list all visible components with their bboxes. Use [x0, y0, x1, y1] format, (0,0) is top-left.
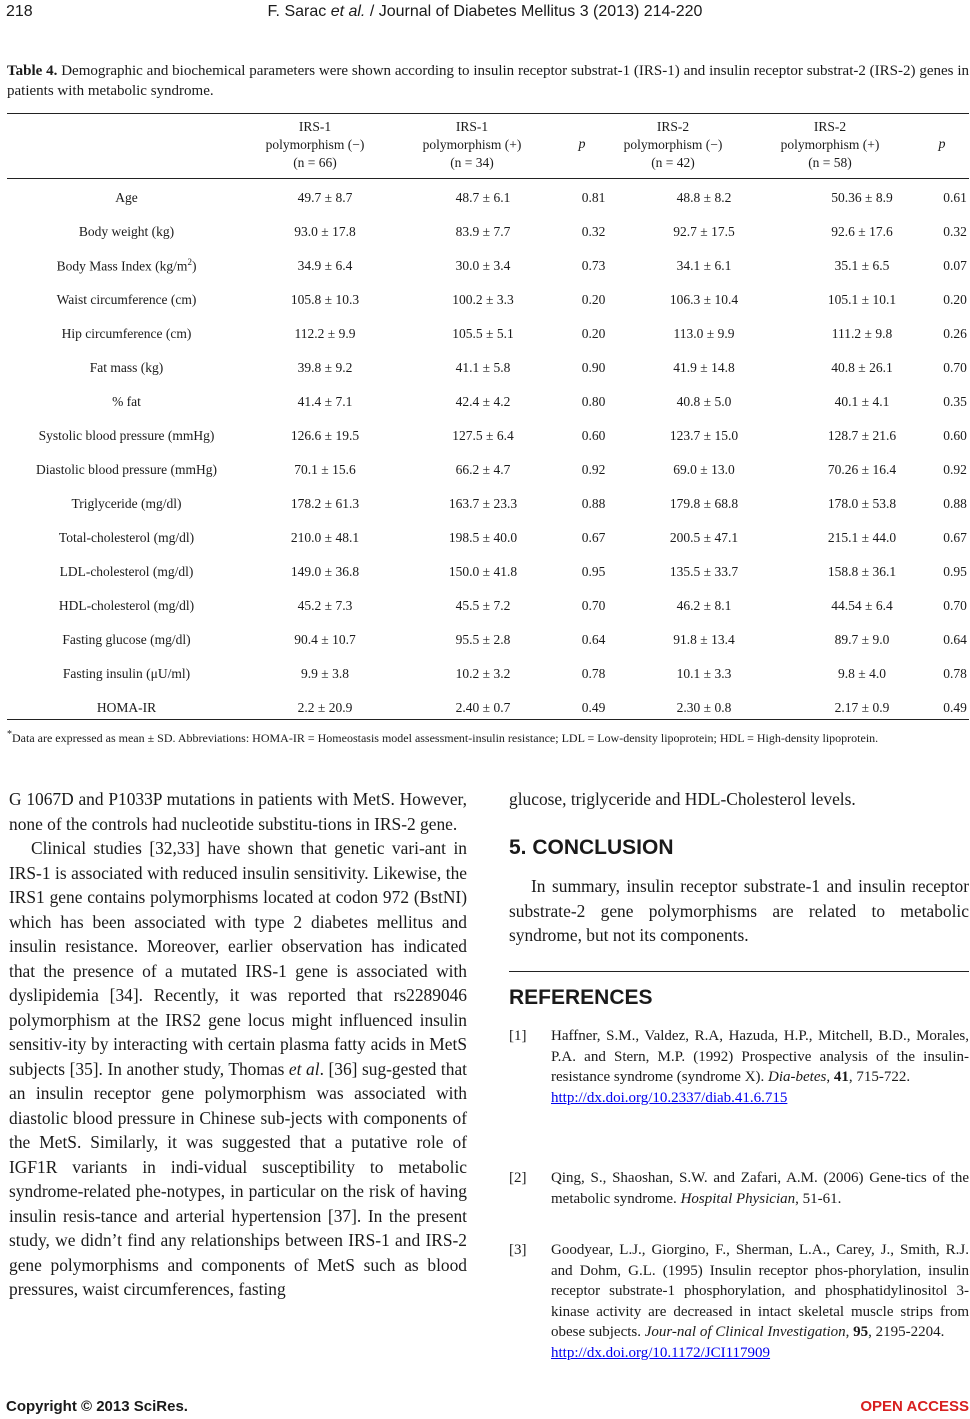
- header-irs1-neg-l3: (n = 66): [293, 155, 337, 170]
- cell-p-irs1: 0.70: [581, 598, 606, 613]
- cell-irs2-pos: 215.1 ± 44.0: [827, 530, 897, 545]
- table-body: [7, 181, 969, 725]
- references-heading: REFERENCES: [509, 986, 653, 1009]
- cell-irs2-neg: 41.9 ± 14.8: [673, 360, 735, 375]
- data-table: [7, 181, 969, 725]
- header-irs1-neg-l2: polymorphism (−): [265, 137, 365, 152]
- cell-p-irs1: 0.95: [581, 564, 606, 579]
- cell-parameter: % fat: [112, 394, 141, 409]
- cell-irs1-pos: 10.2 ± 3.2: [455, 666, 511, 681]
- cell-p-irs1: 0.32: [581, 224, 606, 239]
- cell-irs1-pos: 127.5 ± 6.4: [452, 428, 514, 443]
- header-irs1-pos: [403, 118, 541, 172]
- cell-irs1-pos: 45.5 ± 7.2: [455, 598, 511, 613]
- cell-irs2-pos: 40.1 ± 4.1: [834, 394, 890, 409]
- cell-irs2-pos: 50.36 ± 8.9: [831, 190, 893, 205]
- cell-parameter: Total-cholesterol (mg/dl): [58, 530, 195, 545]
- cell-p-irs1: 0.67: [581, 530, 606, 545]
- cell-irs1-neg: 34.9 ± 6.4: [297, 258, 353, 273]
- cell-parameter: Fasting glucose (mg/dl): [62, 632, 191, 647]
- reference-1-link[interactable]: http://dx.doi.org/10.2337/diab.41.6.715: [551, 1089, 788, 1106]
- cell-p-irs1: 0.20: [581, 292, 606, 307]
- cell-irs1-neg: 93.0 ± 17.8: [294, 224, 356, 239]
- reference-3-text-c: , 2195-2204.: [868, 1324, 945, 1340]
- reference-1-text-b: ,: [826, 1069, 834, 1085]
- references-rule: [509, 971, 969, 972]
- reference-2-number: [2]: [509, 1170, 527, 1186]
- reference-3-body: [551, 1240, 969, 1363]
- table-row: [7, 453, 969, 487]
- header-irs1-pos-l2: polymorphism (+): [422, 137, 522, 152]
- footnote-text: Data are expressed as mean ± SD. Abbreviations: HOMA-IR = Homeostasis model assessment-insulin resistance; LDL = Low-density lipoprotein; HDL = High-density lipoprotein.: [12, 731, 879, 745]
- cell-irs2-pos: 9.8 ± 4.0: [838, 666, 886, 681]
- table-row: [7, 385, 969, 419]
- table-row: [7, 623, 969, 657]
- cell-irs1-pos: 41.1 ± 5.8: [455, 360, 511, 375]
- reference-2-text-b: , 51-61.: [795, 1190, 842, 1207]
- cell-irs2-neg: 123.7 ± 15.0: [669, 428, 739, 443]
- body-right-paragraph-1: glucose, triglyceride and HDL-Cholesterol levels.: [509, 789, 856, 809]
- cell-irs1-neg: 178.2 ± 61.3: [290, 496, 360, 511]
- cell-irs1-neg: 45.2 ± 7.3: [297, 598, 353, 613]
- cell-irs1-pos: 48.7 ± 6.1: [455, 190, 511, 205]
- cell-irs2-pos: 128.7 ± 21.6: [827, 428, 897, 443]
- header-p-irs2: p: [938, 137, 946, 152]
- cell-irs1-pos: 83.9 ± 7.7: [455, 224, 511, 239]
- cell-p-irs2: 0.92: [943, 462, 967, 477]
- cell-irs1-pos: 42.4 ± 4.2: [455, 394, 511, 409]
- table-row: [7, 691, 969, 725]
- header-irs2-neg: [604, 118, 742, 172]
- cell-p-irs2: 0.88: [943, 496, 967, 511]
- reference-1-number: [1]: [509, 1028, 527, 1044]
- cell-irs2-neg: 91.8 ± 13.4: [673, 632, 735, 647]
- reference-1-volume: 41: [833, 1069, 849, 1085]
- running-head-etal: et al.: [330, 3, 366, 20]
- cell-parameter: Body Mass Index $(kg/m^2)$: [56, 257, 197, 274]
- cell-irs2-neg: 69.0 ± 13.0: [673, 462, 735, 477]
- reference-3-journal: Jour-nal of Clinical Investigation: [644, 1324, 846, 1340]
- conclusion-paragraph: [509, 874, 969, 948]
- cell-irs1-neg: 70.1 ± 15.6: [294, 462, 356, 477]
- cell-irs2-pos: 111.2 ± 9.8: [831, 326, 893, 341]
- cell-p-irs1: 0.73: [581, 258, 606, 273]
- table-caption-text: Demographic and biochemical parameters were shown according to insulin receptor substrat-1 (IRS-1) and insulin receptor substrat-2 (IRS-2) genes in patients with metabolic syndrome.: [7, 63, 969, 99]
- cell-parameter: LDL-cholesterol (mg/dl): [59, 564, 194, 579]
- cell-p-irs2: 0.26: [943, 326, 967, 341]
- cell-irs2-neg: 200.5 ± 47.1: [669, 530, 739, 545]
- reference-1-text-c: , 715-722.: [848, 1069, 911, 1085]
- cell-irs1-neg: 49.7 ± 8.7: [297, 190, 353, 205]
- table-row: [7, 555, 969, 589]
- cell-p-irs2: 0.49: [943, 700, 967, 715]
- cell-irs1-neg: 149.0 ± 36.8: [290, 564, 360, 579]
- cell-irs2-neg: 106.3 ± 10.4: [669, 292, 739, 307]
- cell-p-irs2: 0.61: [943, 190, 967, 205]
- cell-parameter: Hip circumference (cm): [61, 326, 192, 341]
- cell-irs2-pos: 40.8 ± 26.1: [831, 360, 893, 375]
- cell-irs1-neg: 105.8 ± 10.3: [290, 292, 360, 307]
- cell-irs2-neg: 10.1 ± 3.3: [676, 666, 732, 681]
- cell-irs1-pos: 2.40 ± 0.7: [455, 700, 511, 715]
- cell-parameter: Systolic blood pressure (mmHg): [38, 428, 215, 443]
- cell-p-irs2: 0.32: [943, 224, 967, 239]
- cell-parameter: Fat mass (kg): [89, 360, 164, 375]
- body-paragraph-2-a: Clinical studies [32,33] have shown that genetic vari-ant in IRS-1 is associated with reduced insulin sensitivity. Likewise, the IRS1 gene contains polymorphisms located at codon 972 (BstNI) which has been associated with type 2 diabetes mellitus and insulin resistance. Moreover, earlier observation has indicated that the presence of a mutated IRS-1 gene is associated with dyslipidemia [34]. Recently, it was reported that rs2289046 polymorphism at the IRS2 gene locus might influenced insulin sensitiv-ity by interacting with certain plasma fatty acids in MetS subjects [35]. In another study, Thomas: [9, 838, 467, 1079]
- cell-irs1-neg: 90.4 ± 10.7: [294, 632, 356, 647]
- cell-parameter: Waist circumference (cm): [56, 292, 197, 307]
- cell-p-irs2: 0.67: [943, 530, 967, 545]
- reference-3-text-a: Goodyear, L.J., Giorgino, F., Sherman, L.A., Carey, J., Smith, R.J. and Dohm, G.L. (1995) Insulin receptor phos-phorylation, insulin receptor substrate-1 phosphorylation, and phosphatidylinositol 3-kinase activity are decreased in intact skeletal muscle strips from obese subjects.: [551, 1242, 969, 1340]
- cell-irs2-pos: 178.0 ± 53.8: [827, 496, 897, 511]
- header-irs1-pos-l3: (n = 34): [450, 155, 494, 170]
- table-row: [7, 249, 969, 283]
- header-p-irs1: p: [578, 137, 586, 152]
- cell-irs1-pos: 30.0 ± 3.4: [455, 258, 511, 273]
- body-paragraph-2-b: . [36] sug-gested that an insulin receptor gene polymorphism was associated with diastolic blood pressure in Chinese sub-jects with components of the MetS. Similarly, it was suggested that a putative role of IGF1R variants in indi-vidual susceptibility to metabolic syndrome-related phe-notypes, in particular on the risk of having insulin resis-tance and arterial hypertension [37]. In the present study, we didn’t find any relationships between IRS-1 and IRS-2 gene polymorphisms and components of MetS such as blood pressures, waist circumferences, fasting: [9, 1058, 467, 1299]
- cell-p-irs1: 0.78: [581, 666, 606, 681]
- cell-irs2-pos: 2.17 ± 0.9: [834, 700, 890, 715]
- cell-p-irs2: 0.70: [943, 598, 967, 613]
- cell-p-irs1: 0.92: [581, 462, 606, 477]
- table-row: [7, 589, 969, 623]
- cell-p-irs2: 0.20: [943, 292, 967, 307]
- header-irs1-neg: [246, 118, 384, 172]
- body-paragraph-2: [9, 836, 467, 1302]
- table-row: [7, 657, 969, 691]
- cell-irs2-neg: 40.8 ± 5.0: [676, 394, 732, 409]
- header-irs2-neg-l1: IRS-2: [656, 119, 690, 134]
- cell-p-irs2: 0.35: [943, 394, 967, 409]
- cell-p-irs1: 0.64: [581, 632, 606, 647]
- table-footnote: [7, 726, 969, 747]
- cell-irs1-neg: 9.9 ± 3.8: [301, 666, 349, 681]
- cell-irs1-neg: 41.4 ± 7.1: [297, 394, 353, 409]
- header-irs1-pos-l1: IRS-1: [455, 119, 489, 134]
- cell-parameter: Age: [115, 190, 138, 205]
- cell-p-irs1: 0.81: [581, 190, 606, 205]
- table-row: [7, 317, 969, 351]
- table-caption-label: Table 4.: [7, 63, 58, 79]
- cell-p-irs1: 0.88: [581, 496, 606, 511]
- table-row: [7, 419, 969, 453]
- header-irs2-pos: [761, 118, 899, 172]
- cell-p-irs1: 0.60: [581, 428, 606, 443]
- table-row: [7, 215, 969, 249]
- running-head: [0, 3, 970, 21]
- table-row: [7, 181, 969, 215]
- table-row: [7, 283, 969, 317]
- cell-irs1-pos: 163.7 ± 23.3: [448, 496, 518, 511]
- open-access-label: OPEN ACCESS: [860, 1398, 969, 1415]
- cell-irs2-neg: 48.8 ± 8.2: [676, 190, 732, 205]
- cell-parameter: HOMA-IR: [96, 700, 157, 715]
- header-irs2-pos-l3: (n = 58): [808, 155, 852, 170]
- copyright-notice: Copyright © 2013 SciRes.: [6, 1398, 188, 1415]
- table-caption: [7, 61, 969, 101]
- cell-p-irs2: 0.70: [943, 360, 967, 375]
- cell-irs2-pos: 44.54 ± 6.4: [831, 598, 893, 613]
- table-row: [7, 487, 969, 521]
- cell-irs1-pos: 105.5 ± 5.1: [452, 326, 514, 341]
- cell-parameter: HDL-cholesterol (mg/dl): [58, 598, 195, 613]
- running-head-authors: F. Sarac: [267, 3, 331, 20]
- cell-irs1-neg: 112.2 ± 9.9: [294, 326, 356, 341]
- cell-irs2-pos: 158.8 ± 36.1: [827, 564, 897, 579]
- cell-irs2-pos: 92.6 ± 17.6: [831, 224, 893, 239]
- cell-irs2-neg: 113.0 ± 9.9: [673, 326, 735, 341]
- cell-irs1-pos: 198.5 ± 40.0: [448, 530, 518, 545]
- reference-1-body: [551, 1026, 969, 1108]
- reference-3-volume: 95: [853, 1324, 869, 1340]
- cell-parameter: Triglyceride (mg/dl): [71, 496, 182, 511]
- cell-p-irs1: 0.80: [581, 394, 606, 409]
- cell-irs1-pos: 95.5 ± 2.8: [455, 632, 511, 647]
- cell-irs1-pos: 66.2 ± 4.7: [455, 462, 511, 477]
- cell-irs1-pos: 100.2 ± 3.3: [452, 292, 514, 307]
- header-irs2-neg-l3: (n = 42): [651, 155, 695, 170]
- reference-1-text-a: Haffner, S.M., Valdez, R.A, Hazuda, H.P., Mitchell, B.D., Morales, P.A. and Stern, M.P. (1992) Prospective analysis of the insulin-resistance syndrome (syndrome X).: [551, 1028, 969, 1085]
- cell-irs1-pos: 150.0 ± 41.8: [448, 564, 518, 579]
- cell-irs2-neg: 2.30 ± 0.8: [676, 700, 732, 715]
- reference-2-journal: Hospital Physician: [680, 1190, 796, 1207]
- cell-parameter: Fasting insulin (μU/ml): [62, 666, 191, 681]
- body-paragraph-2-etal: et al: [288, 1058, 320, 1079]
- conclusion-text: In summary, insulin receptor substrate-1 and insulin receptor substrate-2 gene polymorphisms are related to metabolic syndrome, but not its components.: [509, 876, 969, 945]
- reference-3-link[interactable]: http://dx.doi.org/10.1172/JCI117909: [551, 1344, 771, 1361]
- cell-irs2-pos: 105.1 ± 10.1: [827, 292, 897, 307]
- cell-irs2-neg: 179.8 ± 68.8: [669, 496, 739, 511]
- header-irs1-neg-l1: IRS-1: [298, 119, 332, 134]
- cell-p-irs2: 0.78: [943, 666, 967, 681]
- cell-irs2-neg: 34.1 ± 6.1: [676, 258, 732, 273]
- reference-1-journal: Dia-betes: [768, 1069, 827, 1085]
- cell-p-irs2: 0.07: [943, 258, 967, 273]
- table-header-rule: [7, 178, 969, 179]
- reference-2-text-a: Qing, S., Shaoshan, S.W. and Zafari, A.M. (2006) Gene-tics of the metabolic syndrome.: [551, 1170, 969, 1207]
- table-row: [7, 521, 969, 555]
- header-irs2-pos-l2: polymorphism (+): [780, 137, 880, 152]
- cell-p-irs1: 0.90: [581, 360, 606, 375]
- header-irs2-pos-l1: IRS-2: [813, 119, 847, 134]
- cell-irs2-neg: 135.5 ± 33.7: [669, 564, 739, 579]
- cell-irs2-pos: 89.7 ± 9.0: [834, 632, 890, 647]
- reference-3-text-b: ,: [845, 1324, 854, 1340]
- cell-irs2-pos: 35.1 ± 6.5: [834, 258, 890, 273]
- cell-irs2-pos: 70.26 ± 16.4: [827, 462, 897, 477]
- reference-2-body: [551, 1168, 969, 1209]
- page-number: 218: [6, 3, 33, 20]
- cell-irs1-neg: 210.0 ± 48.1: [290, 530, 360, 545]
- cell-p-irs2: 0.60: [943, 428, 967, 443]
- cell-irs1-neg: 2.2 ± 20.9: [297, 700, 353, 715]
- table-row: [7, 351, 969, 385]
- cell-irs2-neg: 46.2 ± 8.1: [676, 598, 732, 613]
- running-head-journal: / Journal of Diabetes Mellitus 3 (2013) 214-220: [365, 3, 703, 20]
- cell-irs1-neg: 126.6 ± 19.5: [290, 428, 360, 443]
- cell-p-irs2: 0.95: [943, 564, 967, 579]
- cell-p-irs1: 0.49: [581, 700, 606, 715]
- reference-3-number: [3]: [509, 1242, 527, 1258]
- cell-irs2-neg: 92.7 ± 17.5: [673, 224, 735, 239]
- cell-irs1-neg: 39.8 ± 9.2: [297, 360, 353, 375]
- conclusion-heading: 5. CONCLUSION: [509, 836, 674, 859]
- cell-parameter: Body weight (kg): [78, 224, 175, 239]
- footnote-mark: *: [7, 729, 12, 740]
- header-irs2-neg-l2: polymorphism (−): [623, 137, 723, 152]
- cell-parameter: Diastolic blood pressure (mmHg): [35, 462, 218, 477]
- body-left-column: [9, 787, 467, 1302]
- cell-p-irs2: 0.64: [943, 632, 967, 647]
- cell-p-irs1: 0.20: [581, 326, 606, 341]
- table-top-rule: [7, 113, 969, 114]
- body-paragraph-1: G 1067D and P1033P mutations in patients with MetS. However, none of the controls had nucleotide substitu-tions in IRS-2 gene.: [9, 789, 467, 834]
